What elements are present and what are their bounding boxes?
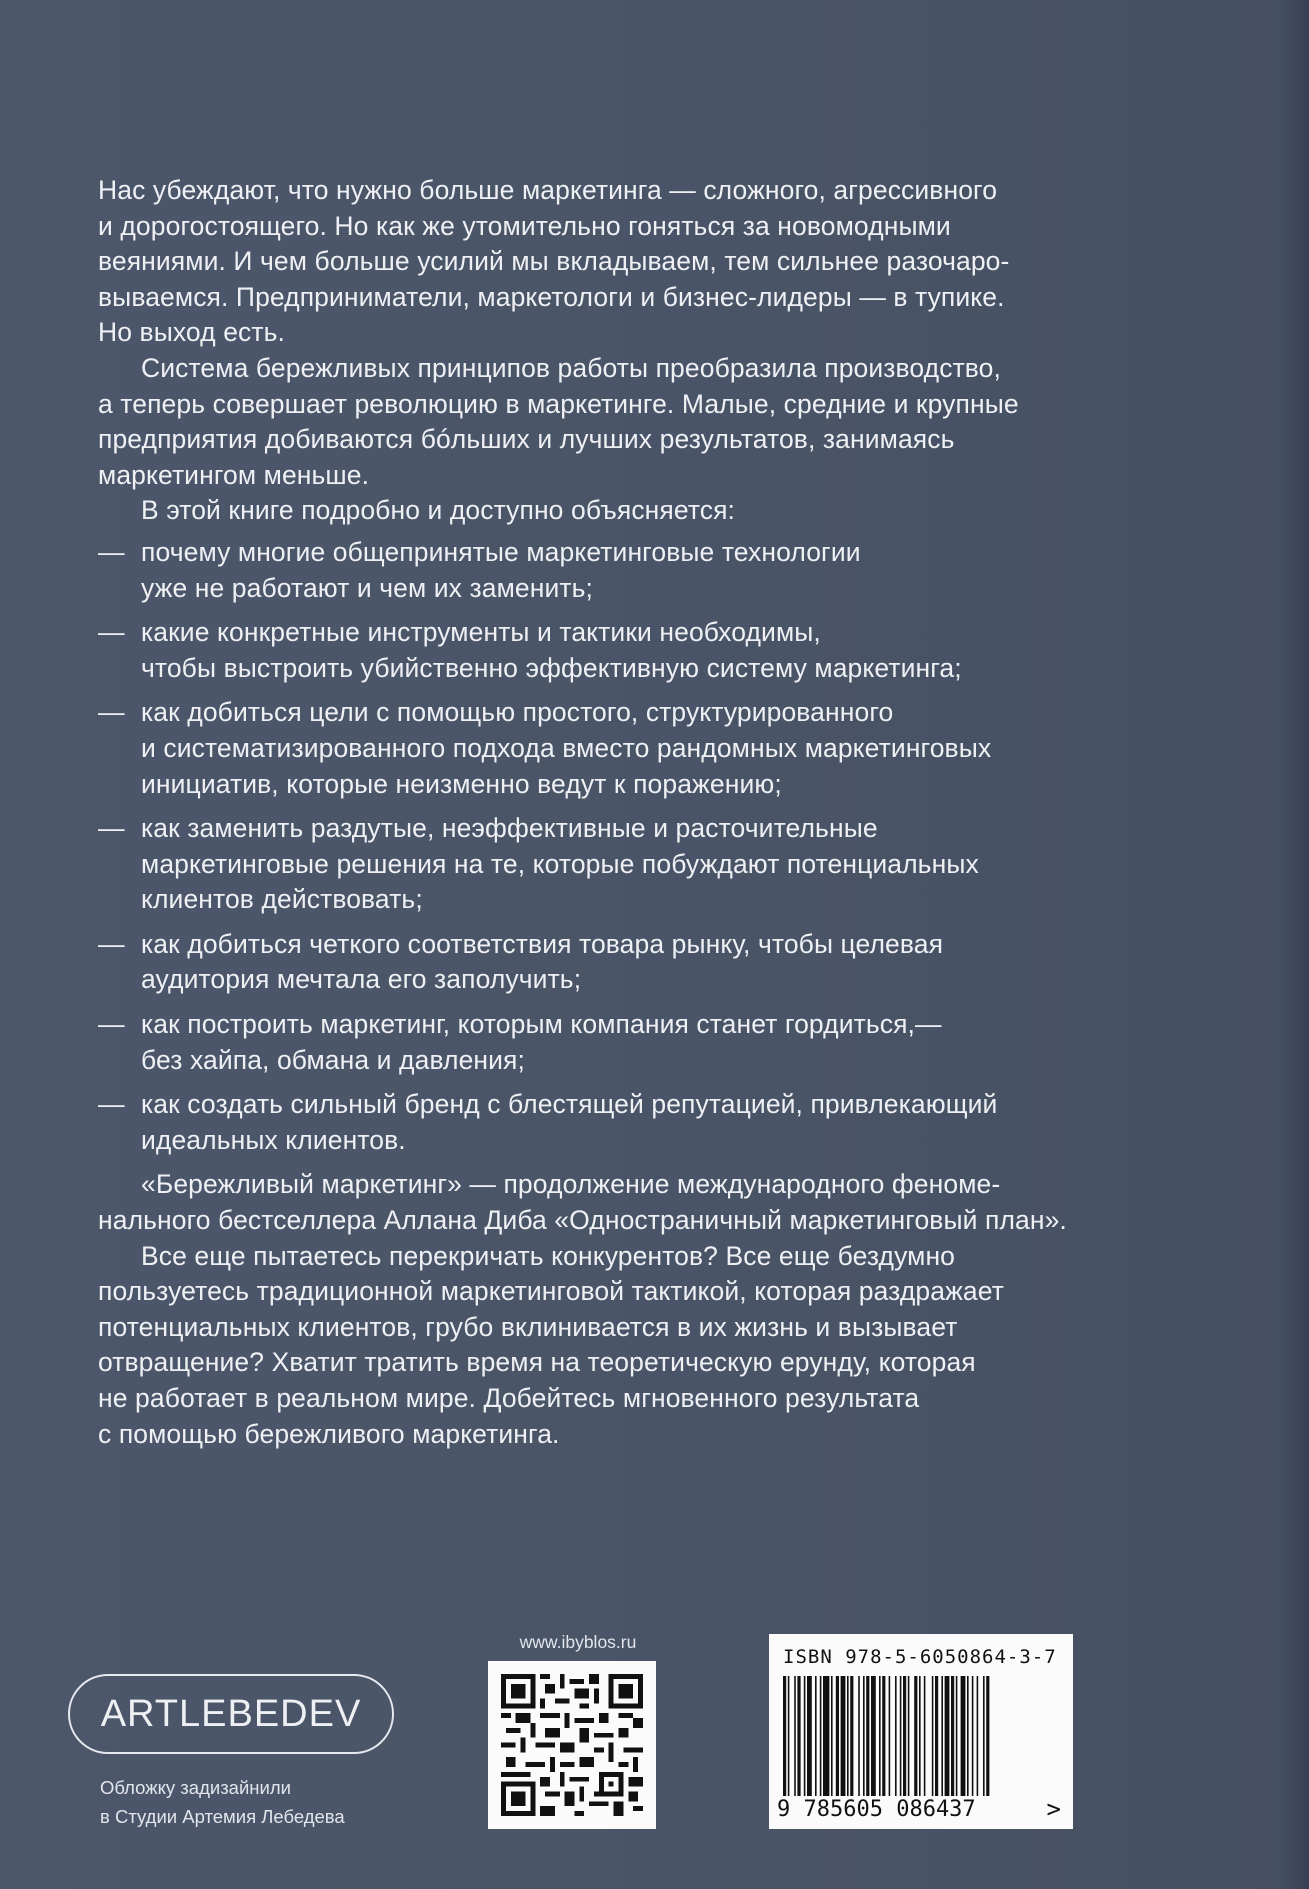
barcode-bars <box>783 1676 1059 1796</box>
isbn-label: ISBN 978-5-6050864-3-7 <box>783 1646 1057 1668</box>
text-line: отвращение? Хватит тратить время на теоретическую ерунду, которая <box>98 1347 976 1378</box>
sequel-paragraph <box>98 1167 1098 1238</box>
list-item <box>98 695 1098 802</box>
lean-system-paragraph <box>98 351 1098 493</box>
text-line: как добиться цели с помощью простого, структурированного <box>141 697 894 728</box>
list-item <box>98 811 1098 918</box>
text-line: как добиться четкого соответствия товара рынку, чтобы целевая <box>141 928 944 959</box>
spine-edge <box>1281 0 1309 1889</box>
list-item <box>98 1087 1098 1158</box>
text-line: Все еще пытаетесь перекричать конкурентов? Все еще бездумно <box>141 1240 956 1271</box>
isbn-arrow: > <box>1046 1795 1061 1823</box>
text-line: и дорогостоящего. Но как же утомительно гоняться за новомодными <box>98 210 951 241</box>
text-line: маркетинговые решения на те, которые побуждают потенциальных <box>141 848 979 879</box>
closing-paragraph <box>98 1239 1098 1453</box>
qr-code-icon <box>501 1674 643 1816</box>
text-line: маркетингом меньше. <box>98 459 370 490</box>
text-line: как построить маркетинг, которым компания станет гордиться,— <box>141 1009 942 1040</box>
text-line: не работает в реальном мире. Добейтесь мгновенного результата <box>98 1383 920 1413</box>
text-line: Система бережливых принципов работы преобразила производство, <box>141 352 1001 383</box>
intro-paragraph <box>98 173 1098 351</box>
benefits-list <box>98 535 1098 1159</box>
text-line: инициатив, которые неизменно ведут к поражению; <box>141 768 782 799</box>
artlebedev-logo <box>68 1674 394 1754</box>
text-line: нального бестселлера Аллана Диба «Одностраничный маркетинговый план». <box>98 1205 1067 1236</box>
text-line: почему многие общепринятые маркетинговые технологии <box>141 536 861 567</box>
text-line: веяниями. И чем больше усилий мы вкладываем, тем сильнее разочаро- <box>98 246 1010 277</box>
list-item <box>98 1007 1098 1078</box>
text-line: и систематизированного подхода вместо рандомных маркетинговых <box>141 732 992 763</box>
cover-text <box>98 173 1098 1452</box>
text-line: аудитория мечтала его заполучить; <box>141 964 582 995</box>
text-line: без хайпа, обмана и давления; <box>141 1044 525 1075</box>
isbn-barcode <box>769 1634 1073 1829</box>
text-line: а теперь совершает революцию в маркетинге. Малые, средние и крупные <box>98 388 1019 419</box>
list-intro: В этой книге подробно и доступно объясняется: <box>141 495 736 526</box>
text-line: уже не работают и чем их заменить; <box>141 572 593 603</box>
text-line: предприятия добиваются бóльших и лучших результатов, занимаясь <box>98 424 955 455</box>
text-line: как заменить раздутые, неэффективные и расточительные <box>141 813 878 844</box>
credit-line: в Студии Артемия Лебедева <box>100 1806 345 1827</box>
text-line: Нас убеждают, что нужно больше маркетинга — сложного, агрессивного <box>98 175 998 205</box>
text-line: с помощью бережливого маркетинга. <box>98 1418 560 1449</box>
dash-bullet: — <box>98 536 125 567</box>
list-item <box>98 927 1098 998</box>
list-item <box>98 615 1098 686</box>
logo-text: ARTLEBEDEV <box>100 1692 362 1735</box>
text-line: чтобы выстроить убийственно эффективную систему маркетинга; <box>141 652 962 683</box>
dash-bullet: — <box>98 617 125 648</box>
text-line: как создать сильный бренд с блестящей репутацией, привлекающий <box>141 1089 998 1120</box>
dash-bullet: — <box>98 1009 125 1040</box>
text-line: потенциальных клиентов, грубо вклинивается в их жизнь и вызывает <box>98 1311 958 1342</box>
dash-bullet: — <box>98 697 125 728</box>
text-line: клиентов действовать; <box>141 884 423 915</box>
isbn-digits: 9 785605 086437 <box>777 1797 976 1822</box>
text-line: «Бережливый маркетинг» — продолжение международного феноме- <box>141 1169 1001 1200</box>
publisher-url: www.ibyblos.ru <box>519 1632 637 1652</box>
qr-code <box>488 1661 656 1829</box>
text-line: Но выход есть. <box>98 317 285 348</box>
design-credit <box>100 1773 345 1831</box>
text-line: вываемся. Предприниматели, маркетологи и бизнес-лидеры — в тупике. <box>98 281 1005 312</box>
dash-bullet: — <box>98 928 125 959</box>
credit-line: Обложку задизайнили <box>100 1777 291 1798</box>
list-item <box>98 535 1098 606</box>
text-line: пользуетесь традиционной маркетинговой тактикой, которая раздражает <box>98 1276 1004 1307</box>
text-line: какие конкретные инструменты и тактики необходимы, <box>141 617 821 648</box>
dash-bullet: — <box>98 1089 125 1120</box>
text-line: идеальных клиентов. <box>141 1124 406 1155</box>
dash-bullet: — <box>98 813 125 844</box>
